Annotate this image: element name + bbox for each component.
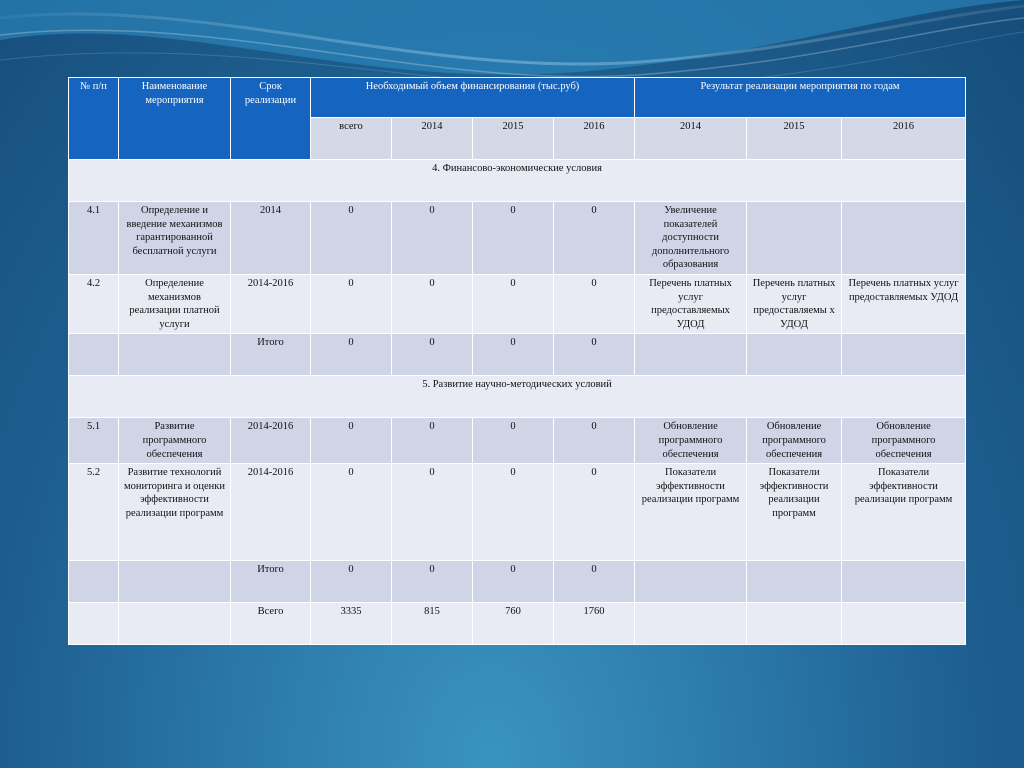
subtotal-2014: 0 — [392, 334, 473, 376]
section-title-4: 4. Финансово-экономические условия — [69, 160, 966, 202]
section-row — [69, 160, 966, 202]
row-result-2016: Показатели эффективности реализации программ — [842, 464, 966, 561]
header-finance: Необходимый объем финансирования (тыс.руб) — [311, 78, 635, 118]
table-row — [69, 418, 966, 464]
row-total: 0 — [311, 464, 392, 561]
row-2015: 0 — [473, 464, 554, 561]
grand-total-2016: 1760 — [554, 603, 635, 645]
section-row — [69, 376, 966, 418]
row-result-2014: Обновление программного обеспечения — [635, 418, 747, 464]
table-row — [69, 464, 966, 561]
row-2014: 0 — [392, 202, 473, 275]
grand-total-row — [69, 603, 966, 645]
row-num: 4.2 — [69, 274, 119, 333]
row-name: Определение и введение механизмов гарантированной бесплатной услуги — [119, 202, 231, 275]
row-2016: 0 — [554, 464, 635, 561]
row-2016: 0 — [554, 274, 635, 333]
row-2014: 0 — [392, 464, 473, 561]
row-term: 2014 — [231, 202, 311, 275]
row-result-2015: Обновление программного обеспечения — [747, 418, 842, 464]
subheader-res-2015: 2015 — [747, 118, 842, 160]
subheader-fin-2015: 2015 — [473, 118, 554, 160]
row-total: 0 — [311, 418, 392, 464]
subtotal-label: Итого — [231, 561, 311, 603]
subtotal-2015: 0 — [473, 334, 554, 376]
row-num: 5.1 — [69, 418, 119, 464]
row-result-2016: Обновление программного обеспечения — [842, 418, 966, 464]
row-name: Развитие технологий мониторинга и оценки эффективности реализации программ — [119, 464, 231, 561]
financing-table — [68, 77, 966, 645]
table-row — [69, 202, 966, 275]
subtotal-row — [69, 561, 966, 603]
row-result-2014: Перечень платных услуг предоставляемых УДОД — [635, 274, 747, 333]
grand-total-2015: 760 — [473, 603, 554, 645]
row-term: 2014-2016 — [231, 464, 311, 561]
row-2014: 0 — [392, 418, 473, 464]
row-2015: 0 — [473, 274, 554, 333]
row-result-2015 — [747, 202, 842, 275]
row-result-2016 — [842, 202, 966, 275]
row-num: 5.2 — [69, 464, 119, 561]
grand-total-2014: 815 — [392, 603, 473, 645]
row-total: 0 — [311, 274, 392, 333]
header-row — [69, 78, 966, 118]
header-term: Срок реализации — [231, 78, 311, 160]
header-name: Наименование мероприятия — [119, 78, 231, 160]
subtotal-2014: 0 — [392, 561, 473, 603]
subtotal-2015: 0 — [473, 561, 554, 603]
row-2016: 0 — [554, 418, 635, 464]
row-name: Определение механизмов реализации платной услуги — [119, 274, 231, 333]
row-result-2015: Перечень платных услуг предоставляемы х УДОД — [747, 274, 842, 333]
section-title-5: 5. Развитие научно-методических условий — [69, 376, 966, 418]
subheader-res-2016: 2016 — [842, 118, 966, 160]
row-term: 2014-2016 — [231, 418, 311, 464]
row-term: 2014-2016 — [231, 274, 311, 333]
row-2016: 0 — [554, 202, 635, 275]
row-2015: 0 — [473, 418, 554, 464]
grand-total-label: Всего — [231, 603, 311, 645]
header-num: № п/п — [69, 78, 119, 160]
subheader-fin-2016: 2016 — [554, 118, 635, 160]
subtotal-row — [69, 334, 966, 376]
row-2015: 0 — [473, 202, 554, 275]
grand-total-total: 3335 — [311, 603, 392, 645]
header-result: Результат реализации мероприятия по годам — [635, 78, 966, 118]
row-result-2015: Показатели эффективности реализации программ — [747, 464, 842, 561]
row-total: 0 — [311, 202, 392, 275]
subtotal-2016: 0 — [554, 334, 635, 376]
row-2014: 0 — [392, 274, 473, 333]
subtotal-2016: 0 — [554, 561, 635, 603]
subtotal-total: 0 — [311, 561, 392, 603]
row-result-2014: Показатели эффективности реализации программ — [635, 464, 747, 561]
table-row — [69, 274, 966, 333]
row-result-2016: Перечень платных услуг предоставляемых УДОД — [842, 274, 966, 333]
subtotal-total: 0 — [311, 334, 392, 376]
row-num: 4.1 — [69, 202, 119, 275]
subheader-total: всего — [311, 118, 392, 160]
row-result-2014: Увеличение показателей доступности дополнительного образования — [635, 202, 747, 275]
subheader-res-2014: 2014 — [635, 118, 747, 160]
row-name: Развитие программного обеспечения — [119, 418, 231, 464]
subtotal-label: Итого — [231, 334, 311, 376]
subheader-fin-2014: 2014 — [392, 118, 473, 160]
